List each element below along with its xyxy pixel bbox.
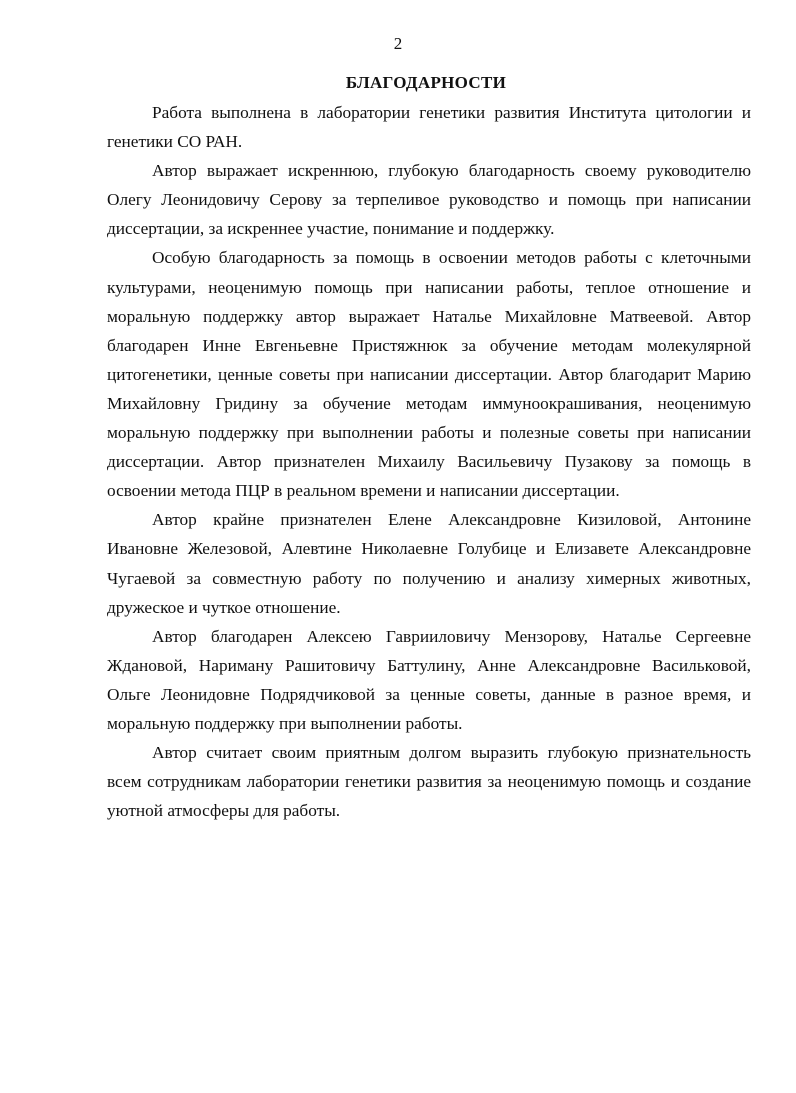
paragraph-2: Автор выражает искреннюю, глубокую благодарность своему руководителю Олегу Леонидовичу Серову за терпеливое руководство и помощь при написании диссертации, за искреннее участие, понимание и поддержку.	[107, 161, 751, 239]
paragraph-6: Автор считает своим приятным долгом выразить глубокую признательность всем сотрудникам лаборатории генетики развития за неоценимую помощь и создание уютной атмосферы для работы.	[107, 743, 751, 821]
page-title: БЛАГОДАРНОСТИ	[345, 73, 507, 92]
page-number: 2	[393, 34, 403, 53]
paragraph-5: Автор благодарен Алексею Гаврииловичу Мензорову, Наталье Сергеевне Ждановой, Нариману Рашитовичу Баттулину, Анне Александровне Васильковой, Ольге Леонидовне Подрядчиковой за ценные советы, данные в разное время, и моральную поддержку при выполнении работы.	[107, 626, 751, 733]
acknowledgements-body	[107, 98, 751, 825]
paragraph-4: Автор крайне признателен Елене Александровне Кизиловой, Антонине Ивановне Железовой, Алевтине Николаевне Голубице и Елизавете Александровне Чугаевой за совместную работу по получению и анализу химерных животных, дружеское и чуткое отношение.	[107, 510, 751, 617]
paragraph-1: Работа выполнена в лаборатории генетики развития Института цитологии и генетики СО РАН.	[107, 103, 751, 152]
paragraph-3: Особую благодарность за помощь в освоении методов работы с клеточными культурами, неоценимую помощь при написании работы, теплое отношение и моральную поддержку автор выражает Наталье Михайловне Матвеевой. Автор благодарен Инне Евгеньевне Пристяжнюк за обучение методам молекулярной цитогенетики, ценные советы при написании диссертации. Автор благодарит Марию Михайловну Гридину за обучение методам иммуноокрашивания, неоценимую моральную поддержку при выполнении работы и полезные советы при написании диссертации. Автор признателен Михаилу Васильевичу Пузакову за помощь в освоении метода ПЦР в реальном времени и написании диссертации.	[107, 248, 751, 501]
